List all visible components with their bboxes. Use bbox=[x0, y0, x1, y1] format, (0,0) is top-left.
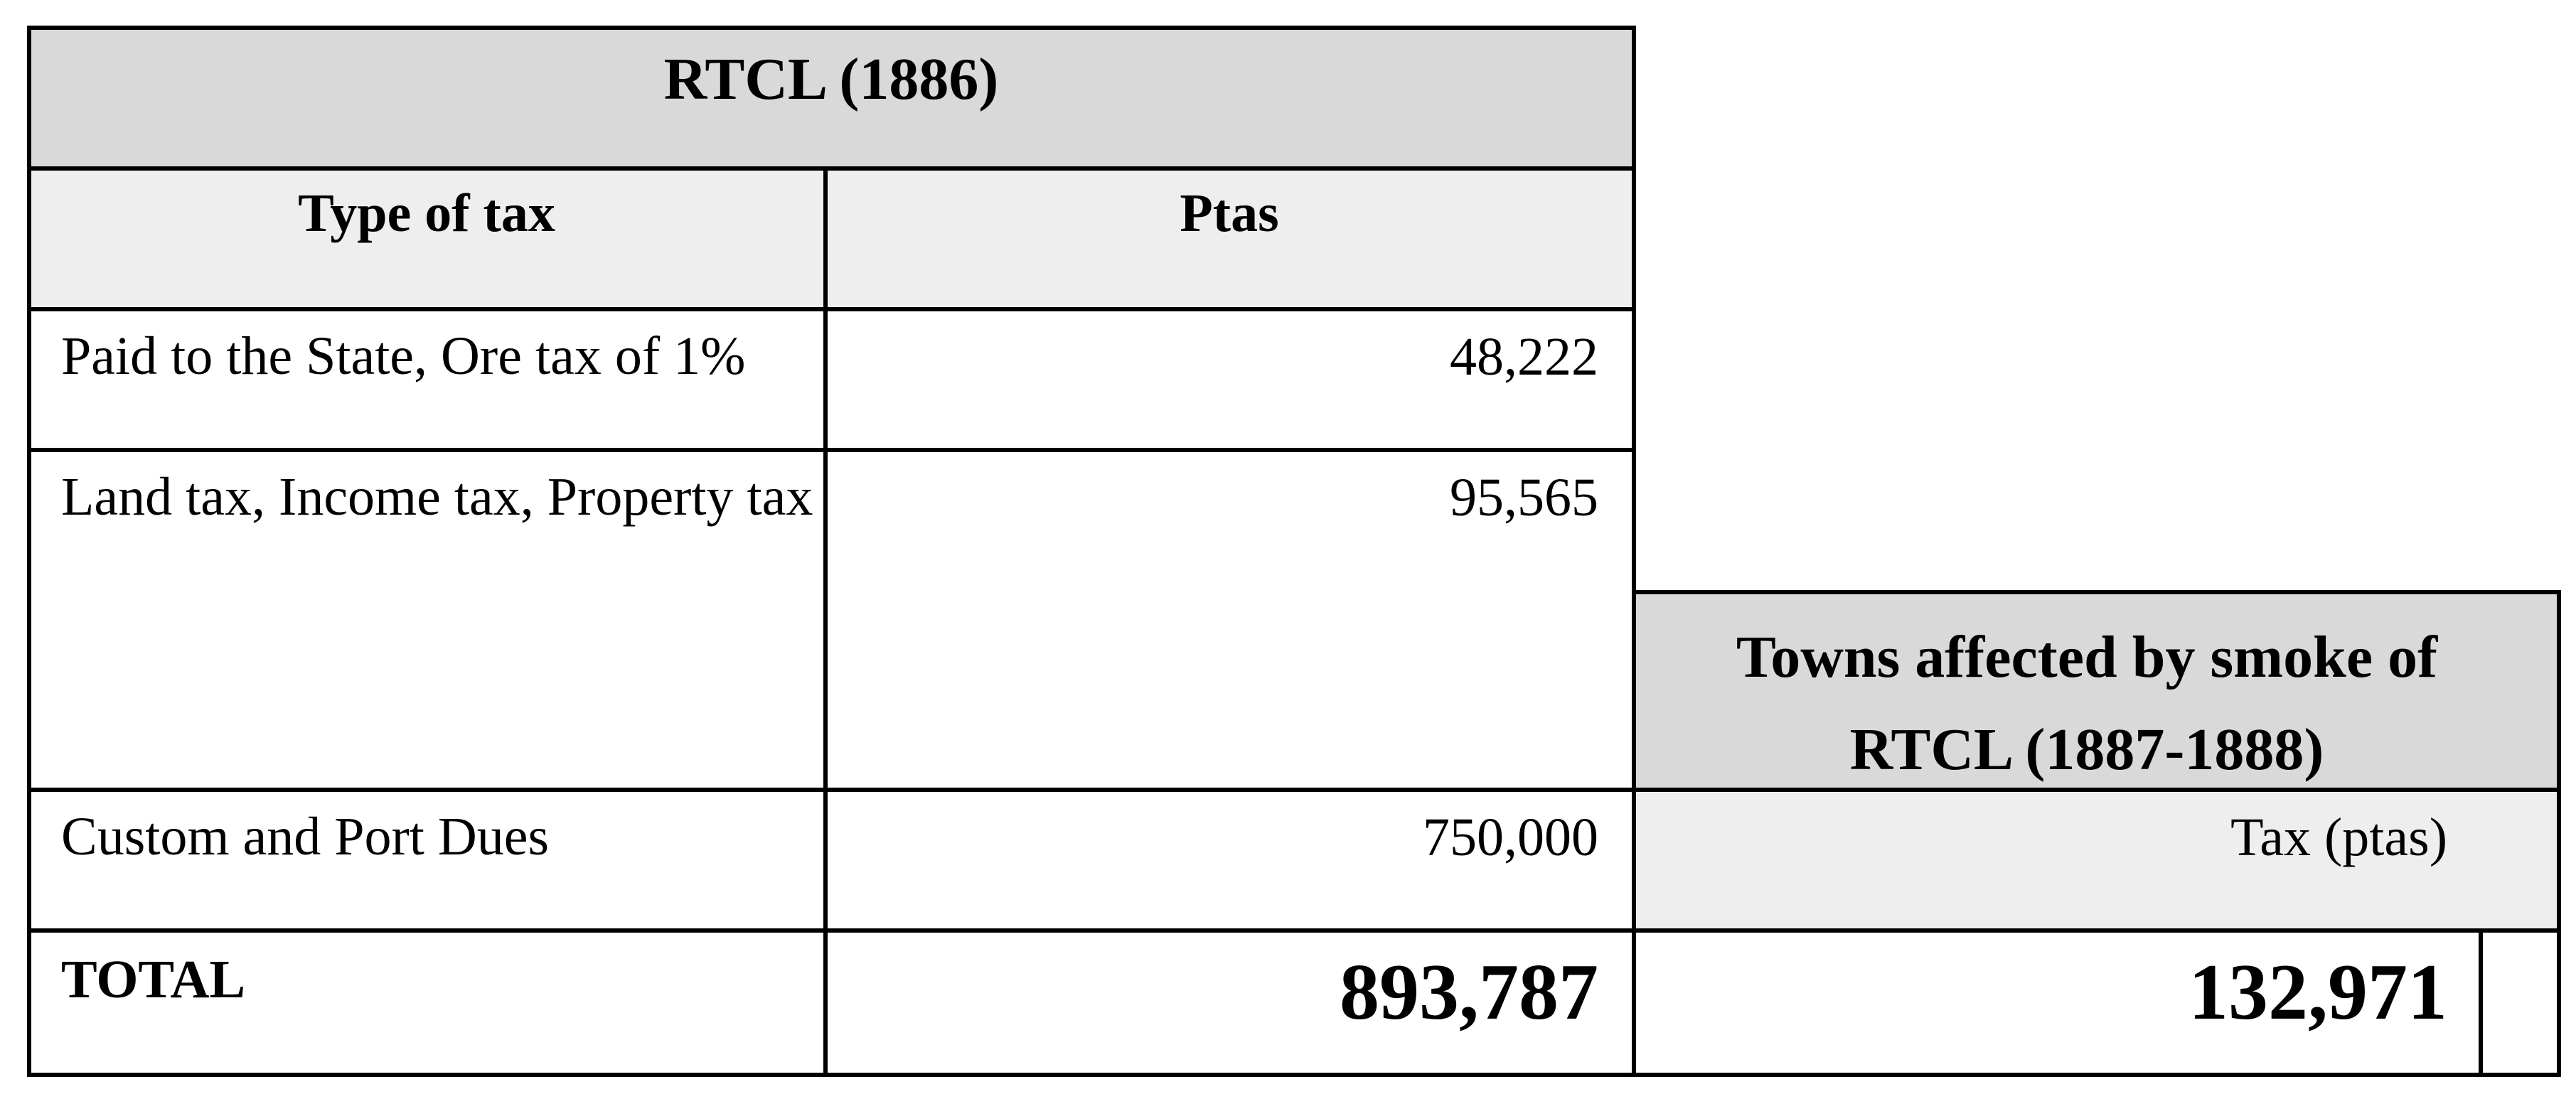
border-row-5 bbox=[27, 928, 2561, 933]
column-header-type-of-tax: Type of tax bbox=[298, 183, 555, 243]
border-top bbox=[27, 26, 1635, 30]
side-table-title: Towns affected by smoke of RTCL (1887-1888) bbox=[1736, 624, 2438, 783]
border-row-2 bbox=[27, 307, 1635, 311]
border-row-4 bbox=[27, 788, 1635, 792]
table-title: RTCL (1886) bbox=[663, 46, 999, 112]
border-left bbox=[27, 26, 31, 1077]
row-label-custom-port-dues: Custom and Port Dues bbox=[61, 807, 550, 867]
side-column-header-tax-ptas: Tax (ptas) bbox=[2230, 808, 2447, 867]
border-side-title-bottom bbox=[1632, 788, 2561, 792]
total-label: TOTAL bbox=[61, 950, 246, 1009]
border-main-right bbox=[1632, 26, 1636, 1077]
border-side-right bbox=[2557, 590, 2561, 1077]
row-value-ore-tax: 48,222 bbox=[1450, 327, 1598, 387]
row-label-ore-tax: Paid to the State, Ore tax of 1% bbox=[61, 326, 746, 386]
border-bottom bbox=[27, 1073, 2561, 1077]
border-side-inner-divider bbox=[2479, 928, 2483, 1077]
border-row-1 bbox=[27, 166, 1635, 171]
border-row-3 bbox=[27, 448, 1635, 452]
border-side-top bbox=[1632, 590, 2561, 594]
total-value: 893,787 bbox=[1340, 948, 1598, 1036]
side-total-value: 132,971 bbox=[2188, 948, 2447, 1036]
row-label-land-income-property-tax: Land tax, Income tax, Property tax bbox=[61, 467, 813, 527]
border-column-divider bbox=[823, 166, 828, 1077]
column-header-ptas: Ptas bbox=[1180, 183, 1279, 243]
row-value-custom-port-dues: 750,000 bbox=[1423, 808, 1598, 867]
row-value-land-income-property-tax: 95,565 bbox=[1450, 468, 1598, 527]
